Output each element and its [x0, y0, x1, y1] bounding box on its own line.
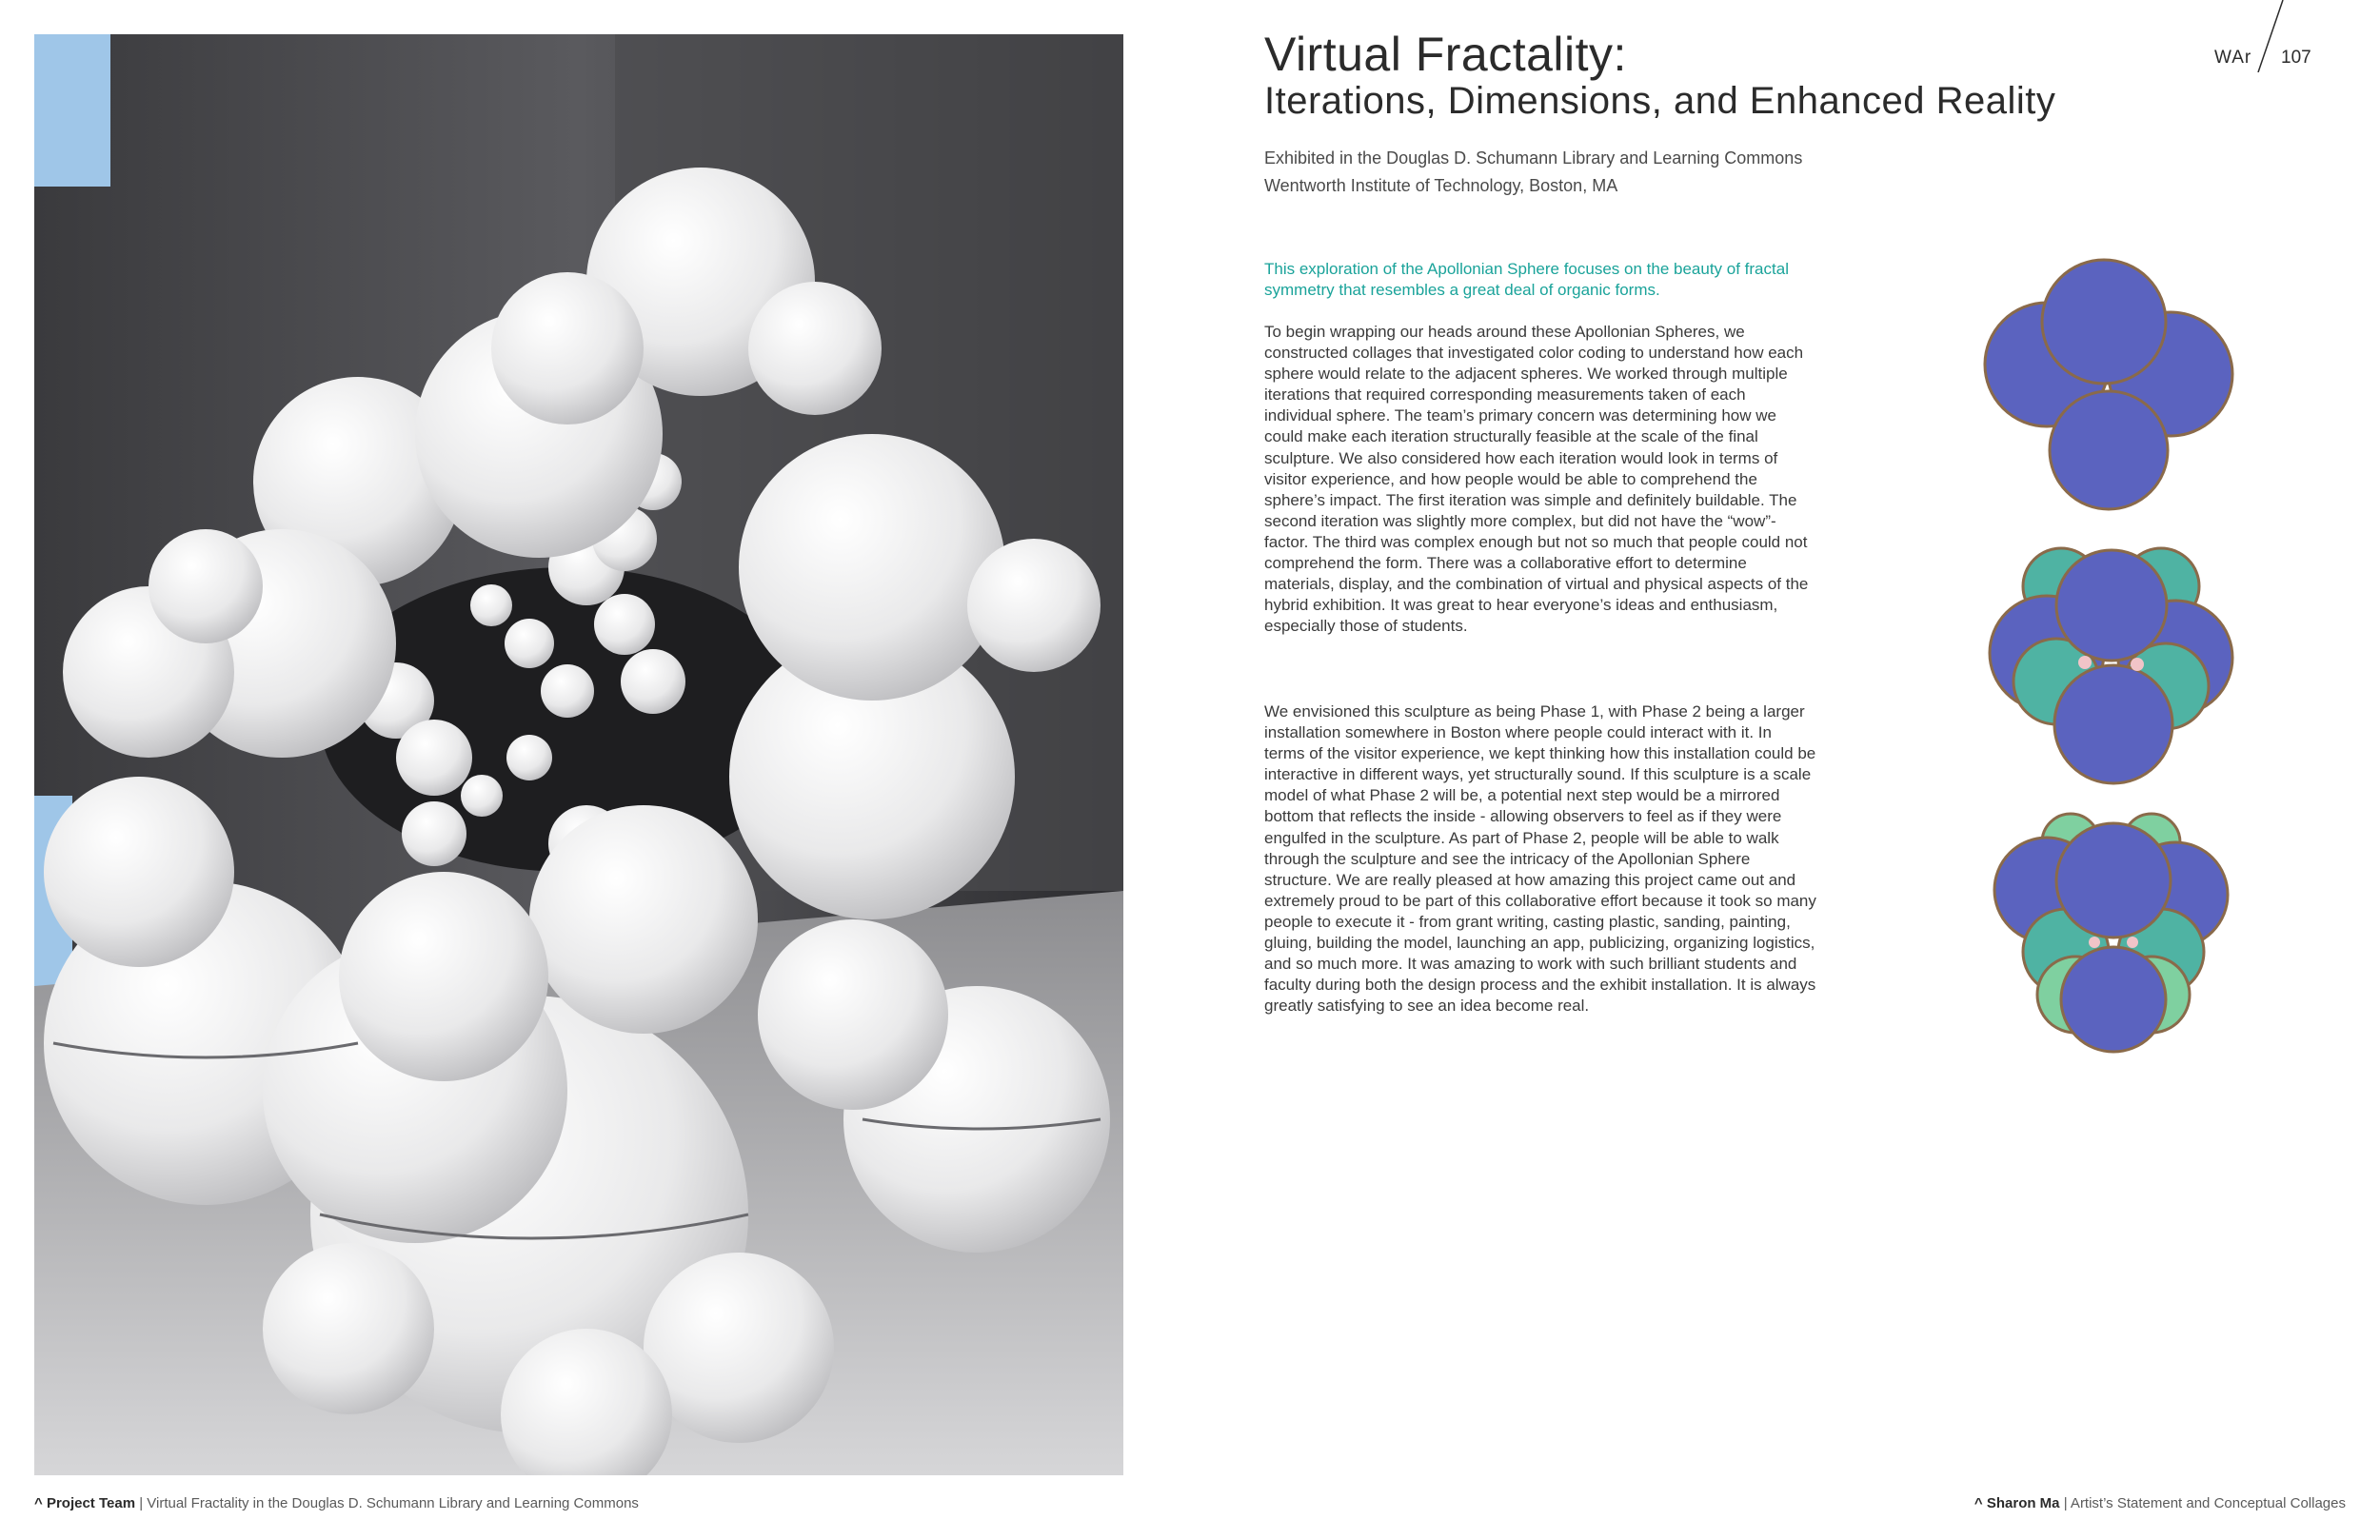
- article-title: Virtual Fractality:: [1264, 28, 1627, 81]
- lead-paragraph: This exploration of the Apollonian Sphere focuses on the beauty of fractal symmetry that resembles a great deal of organic forms.: [1264, 260, 1789, 299]
- sculpture-photo: [34, 34, 1123, 1475]
- exhibit-venue: Exhibited in the Douglas D. Schumann Library and Learning Commons: [1264, 148, 1803, 168]
- exhibit-info: [1264, 145, 1802, 200]
- collage-caption: [1974, 1495, 2346, 1511]
- collage-iteration-1: [1980, 255, 2237, 512]
- journal-name: WAr: [2214, 48, 2252, 68]
- caption-marker: ^: [34, 1495, 43, 1511]
- caption-text: | Virtual Fractality in the Douglas D. Schumann Library and Learning Commons: [135, 1495, 639, 1511]
- body-paragraph-2: We envisioned this sculpture as being Phase 1, with Phase 2 being a larger installation somewhere in Boston where people could interact with it. In terms of the visitor experience, we kept thinking how this installation could be interactive in different ways, yet structurally sound. If this sculpture is a scale model of what Phase 2 will be, a potential next step would be a mirrored bottom that reflects the inside - allowing observers to feel as if they were engulfed in the sculpture. As part of Phase 2, people will be able to walk through the sculpture and see the intricacy of the Apollonian Sphere structure. We are really pleased at how amazing this project came out and extremely proud to be part of this collaborative effort because it took so many people to execute it - from grant writing, casting plastic, sanding, painting, gluing, building the model, launching an app, publicizing, organizing logistics, and so much more. It was amazing to work with such brilliant students and faculty during both the design process and the exhibit installation. It is always greatly satisfying to see an idea become real.: [1264, 702, 1816, 1016]
- caption-label: Sharon Ma: [1986, 1495, 2060, 1511]
- collage-iteration-3: [1980, 800, 2237, 1056]
- caption-marker: ^: [1973, 1495, 1983, 1511]
- exhibit-location: Wentworth Institute of Technology, Boston, MA: [1264, 176, 1618, 195]
- caption-label: Project Team: [46, 1495, 136, 1511]
- body-paragraph-1: To begin wrapping our heads around these Apollonian Spheres, we constructed collages that investigated color coding to understand how each sphere would relate to the adjacent spheres. We worked through multiple iterations that required corresponding measurements taken of each individual sphere. The team’s primary concern was determining how we could make each iteration structurally feasible at the scale of the final sculpture. We also considered how each iteration would look in terms of visitor experience, and how people would be able to comprehend the sphere’s impact. The first iteration was simple and definitely buildable. The second iteration was slightly more complex, but did not have the “wow”- factor. The third was complex enough but not so much that people could not comprehend the form. There was a collaborative effort to determine materials, display, and the combination of virtual and physical aspects of the hybrid exhibition. It was great to hear everyone’s ideas and enthusiasm, especially those of students.: [1264, 323, 1809, 636]
- photo-caption: [34, 1495, 639, 1511]
- collage-iteration-2: [1980, 529, 2237, 786]
- page-number: 107: [2281, 48, 2311, 68]
- caption-text: | Artist’s Statement and Conceptual Collages: [2059, 1495, 2346, 1511]
- article-subtitle: Iterations, Dimensions, and Enhanced Reality: [1264, 80, 2056, 122]
